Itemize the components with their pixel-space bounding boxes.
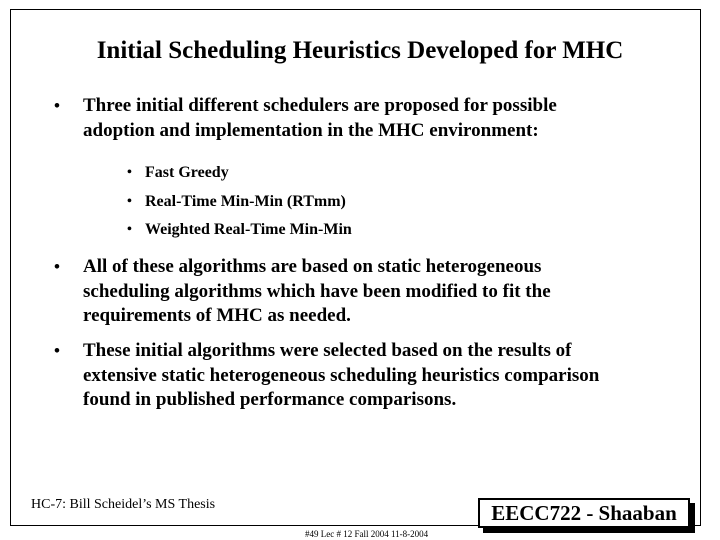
bullet-text: [83, 94, 720, 143]
bullet-line: scheduling algorithms which have been modified to fit the: [83, 280, 551, 302]
sub-bullet-text: Weighted Real-Time Min-Min: [145, 221, 352, 238]
bullet-line: Three initial different schedulers are proposed for possible: [83, 95, 557, 116]
bullet-marker: •: [54, 96, 60, 115]
sub-bullet-marker: •: [127, 165, 132, 180]
scheduler-list: [127, 159, 352, 245]
footer-reference: HC-7: Bill Scheidel’s MS Thesis: [31, 497, 216, 512]
bullet-line: requirements of MHC as needed.: [83, 305, 351, 326]
bullet-line: All of these algorithms are based on static heterogeneous: [83, 256, 542, 277]
sub-bullet-marker: •: [127, 193, 132, 209]
bullet-text: [83, 339, 720, 413]
sub-bullet-text: Fast Greedy: [145, 164, 229, 181]
sub-list-item: [127, 188, 352, 217]
bullet-line: adoption and implementation in the MHC environment:: [83, 119, 539, 141]
bullet-marker: •: [54, 257, 60, 276]
course-badge: EECC722 - Shaaban: [478, 498, 690, 528]
bullet-text: [83, 255, 720, 329]
sub-bullet-marker: •: [127, 222, 132, 237]
sub-bullet-text: Real-Time Min-Min (RTmm): [145, 192, 346, 210]
slide-title: Initial Scheduling Heuristics Developed for MHC: [96, 37, 624, 64]
sub-list-item: [127, 159, 352, 188]
bullet-line: found in published performance comparisons.: [83, 389, 457, 410]
bullet-line: extensive static heterogeneous scheduling heuristics comparison: [83, 364, 600, 386]
bullet-marker: •: [54, 341, 60, 360]
bullet-line: These initial algorithms were selected based on the results of: [83, 340, 572, 361]
sub-list-item: [127, 216, 352, 245]
slide-info: #49 Lec # 12 Fall 2004 11-8-2004: [305, 529, 429, 539]
